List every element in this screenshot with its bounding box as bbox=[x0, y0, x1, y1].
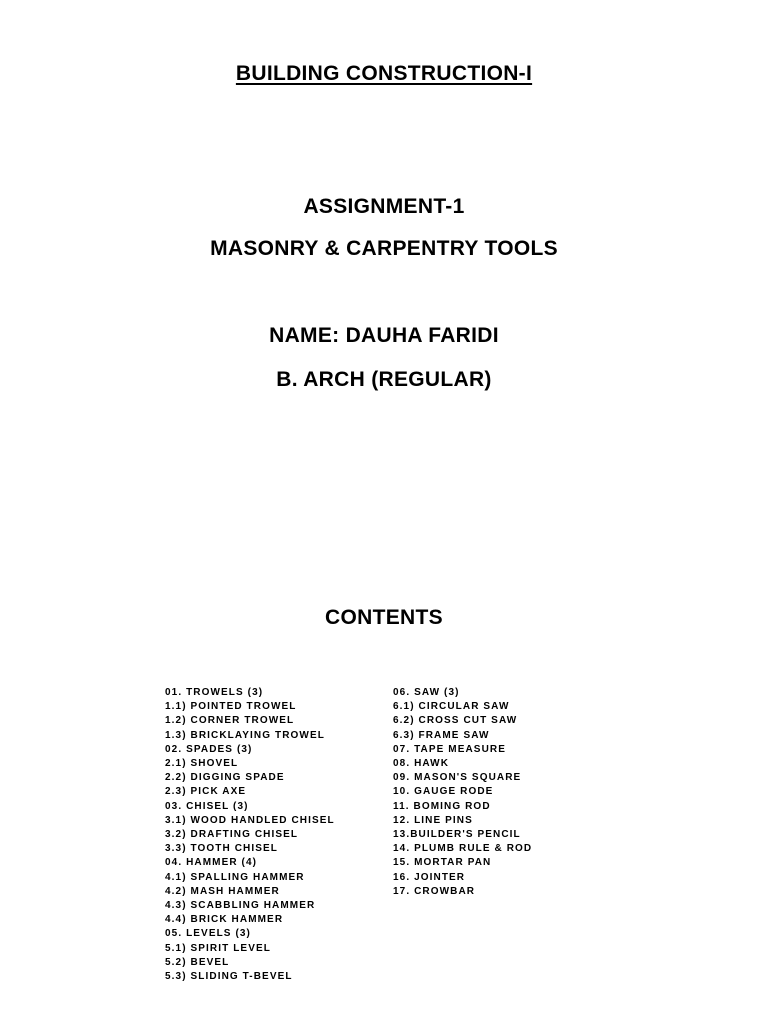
contents-item: 05. LEVELS (3) bbox=[165, 928, 251, 940]
contents-item: 04. HAMMER (4) bbox=[165, 857, 258, 869]
contents-item: 01. TROWELS (3) bbox=[165, 687, 264, 698]
assignment-title: ASSIGNMENT-1 bbox=[303, 195, 465, 218]
contents-item: 13.BUILDER'S PENCIL bbox=[393, 829, 521, 841]
contents-item: 1.3) BRICKLAYING TROWEL bbox=[165, 729, 325, 741]
contents-item: 3.3) TOOTH CHISEL bbox=[165, 843, 278, 855]
contents-item: 2.3) PICK AXE bbox=[165, 786, 247, 798]
contents-item: 2.1) SHOVEL bbox=[165, 758, 239, 770]
contents-item: 6.3) FRAME SAW bbox=[393, 729, 490, 741]
contents-list-right bbox=[393, 686, 532, 899]
student-name: NAME: DAUHA FARIDI bbox=[269, 324, 499, 347]
course-title-text: BUILDING CONSTRUCTION-I bbox=[235, 62, 533, 85]
contents-item: 15. MORTAR PAN bbox=[393, 857, 492, 869]
subject-title: MASONRY & CARPENTRY TOOLS bbox=[210, 237, 558, 260]
contents-item: 6.1) CIRCULAR SAW bbox=[393, 701, 510, 713]
contents-item: 3.2) DRAFTING CHISEL bbox=[165, 829, 299, 841]
contents-item: 11. BOMING ROD bbox=[393, 800, 491, 812]
contents-item: 1.1) POINTED TROWEL bbox=[165, 701, 297, 713]
contents-item: 09. MASON'S SQUARE bbox=[393, 772, 522, 784]
contents-item: 5.1) SPIRIT LEVEL bbox=[165, 942, 271, 954]
contents-item: 07. TAPE MEASURE bbox=[393, 743, 506, 755]
contents-item: 4.4) BRICK HAMMER bbox=[165, 914, 284, 926]
program-name: B. ARCH (REGULAR) bbox=[276, 368, 492, 391]
contents-heading: CONTENTS bbox=[325, 606, 443, 629]
contents-item: 5.2) BEVEL bbox=[165, 956, 230, 968]
contents-item: 02. SPADES (3) bbox=[165, 743, 253, 755]
contents-item: 6.2) CROSS CUT SAW bbox=[393, 715, 518, 727]
contents-item: 5.3) SLIDING T-BEVEL bbox=[165, 971, 293, 983]
contents-item: 4.3) SCABBLING HAMMER bbox=[165, 900, 316, 912]
contents-item: 3.1) WOOD HANDLED CHISEL bbox=[165, 814, 335, 826]
contents-item: 2.2) DIGGING SPADE bbox=[165, 772, 285, 784]
contents-item: 17. CROWBAR bbox=[393, 885, 476, 897]
course-title bbox=[0, 63, 768, 84]
contents-item: 06. SAW (3) bbox=[393, 687, 460, 698]
contents-item: 4.1) SPALLING HAMMER bbox=[165, 871, 305, 883]
contents-item: 14. PLUMB RULE & ROD bbox=[393, 843, 533, 855]
contents-item: 4.2) MASH HAMMER bbox=[165, 885, 280, 897]
contents-item: 08. HAWK bbox=[393, 758, 450, 770]
contents-item: 1.2) CORNER TROWEL bbox=[165, 715, 295, 727]
contents-item: 10. GAUGE RODE bbox=[393, 786, 494, 798]
contents-list-left bbox=[165, 686, 335, 984]
contents-item: 03. CHISEL (3) bbox=[165, 800, 249, 812]
contents-item: 12. LINE PINS bbox=[393, 814, 473, 826]
contents-item: 16. JOINTER bbox=[393, 871, 466, 883]
